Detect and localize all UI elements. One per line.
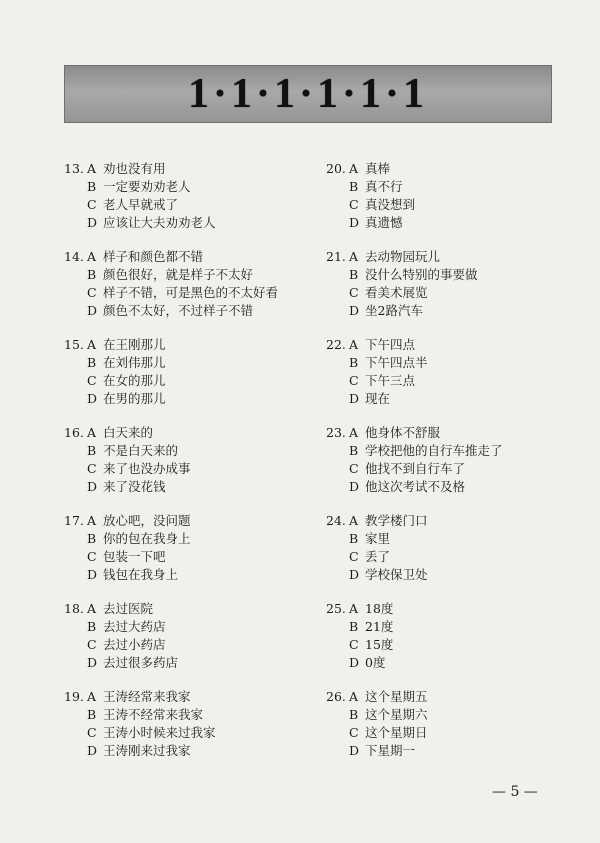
question-21 xyxy=(326,248,566,336)
option-text: 来了也没办成事 xyxy=(103,461,191,476)
option-letter: C xyxy=(349,197,359,212)
answer-option xyxy=(326,724,566,742)
answer-option xyxy=(64,178,304,196)
option-letter: C xyxy=(87,637,97,652)
option-text: 真不行 xyxy=(365,179,403,194)
option-text: 在女的那儿 xyxy=(103,373,166,388)
option-text: 下午四点半 xyxy=(365,355,428,370)
option-letter: D xyxy=(87,215,98,230)
option-letter: A xyxy=(87,425,97,440)
option-text: 18度 xyxy=(365,601,394,616)
option-text: 白天来的 xyxy=(103,425,154,440)
option-text: 15度 xyxy=(365,637,394,652)
option-text: 去过很多药店 xyxy=(103,655,179,670)
question-17 xyxy=(64,512,304,600)
option-letter: A xyxy=(87,513,97,528)
option-text: 这个星期五 xyxy=(365,689,428,704)
answer-option xyxy=(64,336,304,354)
answer-option xyxy=(326,248,566,266)
answer-option xyxy=(326,160,566,178)
question-number: 13. xyxy=(64,161,84,176)
answer-option xyxy=(64,248,304,266)
answer-option xyxy=(326,460,566,478)
answer-option xyxy=(326,636,566,654)
answer-option xyxy=(64,548,304,566)
answer-option xyxy=(64,512,304,530)
question-number: 25. xyxy=(326,601,346,616)
option-letter: C xyxy=(349,373,359,388)
answer-option xyxy=(64,706,304,724)
option-text: 钱包在我身上 xyxy=(103,567,179,582)
answer-option xyxy=(64,460,304,478)
answer-option xyxy=(326,530,566,548)
answer-option xyxy=(326,214,566,232)
answer-option xyxy=(326,512,566,530)
option-text: 下星期一 xyxy=(365,743,416,758)
option-letter: D xyxy=(349,479,360,494)
question-22 xyxy=(326,336,566,424)
option-text: 来了没花钱 xyxy=(103,479,166,494)
question-number: 24. xyxy=(326,513,346,528)
option-letter: C xyxy=(87,373,97,388)
option-letter: C xyxy=(87,197,97,212)
option-letter: C xyxy=(87,549,97,564)
option-letter: B xyxy=(87,531,97,546)
answer-option xyxy=(326,372,566,390)
question-23 xyxy=(326,424,566,512)
answer-option xyxy=(326,390,566,408)
question-18 xyxy=(64,600,304,688)
answer-option xyxy=(326,302,566,320)
option-letter: D xyxy=(349,303,360,318)
option-text: 放心吧，没问题 xyxy=(103,513,191,528)
option-letter: D xyxy=(87,391,98,406)
option-letter: D xyxy=(349,567,360,582)
option-letter: D xyxy=(87,303,98,318)
answer-option xyxy=(64,372,304,390)
page-number: — 5 — xyxy=(492,784,538,800)
answer-option xyxy=(64,390,304,408)
question-number: 23. xyxy=(326,425,346,440)
answer-option xyxy=(326,284,566,302)
answer-option xyxy=(326,478,566,496)
option-letter: A xyxy=(349,601,359,616)
option-text: 没什么特别的事要做 xyxy=(365,267,478,282)
option-text: 真遗憾 xyxy=(365,215,403,230)
option-text: 颜色很好，就是样子不太好 xyxy=(103,267,254,282)
option-letter: D xyxy=(87,567,98,582)
question-number: 16. xyxy=(64,425,84,440)
option-text: 劝也没有用 xyxy=(103,161,166,176)
option-text: 教学楼门口 xyxy=(365,513,428,528)
option-text: 在王刚那儿 xyxy=(103,337,166,352)
option-text: 他身体不舒服 xyxy=(365,425,441,440)
option-text: 丢了 xyxy=(365,549,391,564)
option-text: 王涛刚来过我家 xyxy=(103,743,191,758)
question-15 xyxy=(64,336,304,424)
answer-option xyxy=(64,302,304,320)
option-letter: B xyxy=(87,619,97,634)
option-text: 看美术展览 xyxy=(365,285,428,300)
answer-option xyxy=(64,688,304,706)
question-19 xyxy=(64,688,304,776)
option-text: 在刘伟那儿 xyxy=(103,355,166,370)
option-text: 王涛小时候来过我家 xyxy=(103,725,216,740)
option-letter: C xyxy=(87,725,97,740)
option-letter: B xyxy=(349,179,359,194)
answer-option xyxy=(64,214,304,232)
answer-option xyxy=(64,160,304,178)
option-letter: B xyxy=(87,707,97,722)
question-number: 26. xyxy=(326,689,346,704)
option-text: 你的包在我身上 xyxy=(103,531,191,546)
option-letter: C xyxy=(349,461,359,476)
option-letter: A xyxy=(87,601,97,616)
option-text: 王涛不经常来我家 xyxy=(103,707,204,722)
answer-option xyxy=(326,548,566,566)
option-text: 老人早就戒了 xyxy=(103,197,179,212)
option-letter: A xyxy=(349,425,359,440)
option-text: 王涛经常来我家 xyxy=(103,689,191,704)
question-column-left xyxy=(64,160,304,776)
option-text: 这个星期六 xyxy=(365,707,428,722)
question-number: 21. xyxy=(326,249,346,264)
answer-option xyxy=(64,266,304,284)
option-text: 在男的那儿 xyxy=(103,391,166,406)
answer-option xyxy=(326,442,566,460)
banner-text: 1·1·1·1·1·1 xyxy=(187,71,429,117)
answer-option xyxy=(64,284,304,302)
question-13 xyxy=(64,160,304,248)
option-text: 真棒 xyxy=(365,161,391,176)
answer-option xyxy=(326,196,566,214)
option-text: 颜色不太好，不过样子不错 xyxy=(103,303,254,318)
option-letter: D xyxy=(349,655,360,670)
answer-option xyxy=(326,424,566,442)
answer-option xyxy=(64,354,304,372)
question-25 xyxy=(326,600,566,688)
option-letter: C xyxy=(87,285,97,300)
option-letter: B xyxy=(87,443,97,458)
option-letter: B xyxy=(349,267,359,282)
option-letter: A xyxy=(349,161,359,176)
option-letter: A xyxy=(349,337,359,352)
option-letter: C xyxy=(349,549,359,564)
answer-option xyxy=(64,442,304,460)
answer-option xyxy=(326,688,566,706)
option-text: 去过小药店 xyxy=(103,637,166,652)
answer-option xyxy=(64,618,304,636)
answer-option xyxy=(326,336,566,354)
option-text: 现在 xyxy=(365,391,391,406)
option-letter: B xyxy=(349,531,359,546)
question-number: 22. xyxy=(326,337,346,352)
option-text: 坐2路汽车 xyxy=(365,303,423,318)
option-letter: B xyxy=(87,267,97,282)
answer-option xyxy=(64,636,304,654)
answer-option xyxy=(326,600,566,618)
question-number: 18. xyxy=(64,601,84,616)
option-letter: C xyxy=(349,725,359,740)
option-text: 去过医院 xyxy=(103,601,154,616)
option-letter: D xyxy=(349,215,360,230)
question-16 xyxy=(64,424,304,512)
question-number: 17. xyxy=(64,513,84,528)
answer-option xyxy=(326,706,566,724)
question-26 xyxy=(326,688,566,776)
option-letter: B xyxy=(349,707,359,722)
option-letter: D xyxy=(349,743,360,758)
option-text: 包装一下吧 xyxy=(103,549,166,564)
option-letter: C xyxy=(349,637,359,652)
option-letter: A xyxy=(87,249,97,264)
answer-option xyxy=(64,600,304,618)
question-number: 14. xyxy=(64,249,84,264)
question-20 xyxy=(326,160,566,248)
option-text: 学校保卫处 xyxy=(365,567,428,582)
answer-option xyxy=(64,424,304,442)
option-text: 样子不错，可是黑色的不太好看 xyxy=(103,285,279,300)
option-text: 他找不到自行车了 xyxy=(365,461,466,476)
option-letter: A xyxy=(349,249,359,264)
answer-option xyxy=(64,196,304,214)
option-letter: D xyxy=(87,479,98,494)
option-text: 真没想到 xyxy=(365,197,416,212)
answer-option xyxy=(64,724,304,742)
answer-option xyxy=(326,354,566,372)
option-text: 去动物园玩儿 xyxy=(365,249,441,264)
option-letter: B xyxy=(349,619,359,634)
option-letter: A xyxy=(349,513,359,528)
option-text: 21度 xyxy=(365,619,394,634)
option-letter: A xyxy=(87,689,97,704)
question-number: 15. xyxy=(64,337,84,352)
option-text: 家里 xyxy=(365,531,391,546)
answer-option xyxy=(326,618,566,636)
section-banner xyxy=(64,65,552,123)
option-text: 学校把他的自行车推走了 xyxy=(365,443,503,458)
answer-option xyxy=(326,178,566,196)
option-letter: A xyxy=(87,161,97,176)
option-letter: B xyxy=(349,443,359,458)
question-14 xyxy=(64,248,304,336)
answer-option xyxy=(326,266,566,284)
option-text: 下午三点 xyxy=(365,373,416,388)
option-letter: B xyxy=(87,355,97,370)
answer-option xyxy=(64,742,304,760)
option-text: 0度 xyxy=(365,655,386,670)
answer-option xyxy=(326,742,566,760)
option-letter: D xyxy=(87,743,98,758)
option-letter: A xyxy=(87,337,97,352)
option-text: 下午四点 xyxy=(365,337,416,352)
answer-option xyxy=(64,566,304,584)
question-number: 19. xyxy=(64,689,84,704)
answer-option xyxy=(64,530,304,548)
option-text: 这个星期日 xyxy=(365,725,428,740)
answer-option xyxy=(64,654,304,672)
option-letter: B xyxy=(349,355,359,370)
answer-option xyxy=(326,654,566,672)
option-letter: A xyxy=(349,689,359,704)
option-letter: D xyxy=(349,391,360,406)
question-column-right xyxy=(326,160,566,776)
option-letter: B xyxy=(87,179,97,194)
option-text: 不是白天来的 xyxy=(103,443,179,458)
answer-option xyxy=(326,566,566,584)
option-letter: D xyxy=(87,655,98,670)
option-text: 应该让大夫劝劝老人 xyxy=(103,215,216,230)
question-number: 20. xyxy=(326,161,346,176)
option-letter: C xyxy=(349,285,359,300)
option-text: 一定要劝劝老人 xyxy=(103,179,191,194)
option-letter: C xyxy=(87,461,97,476)
question-24 xyxy=(326,512,566,600)
option-text: 去过大药店 xyxy=(103,619,166,634)
answer-option xyxy=(64,478,304,496)
option-text: 他这次考试不及格 xyxy=(365,479,466,494)
option-text: 样子和颜色都不错 xyxy=(103,249,204,264)
